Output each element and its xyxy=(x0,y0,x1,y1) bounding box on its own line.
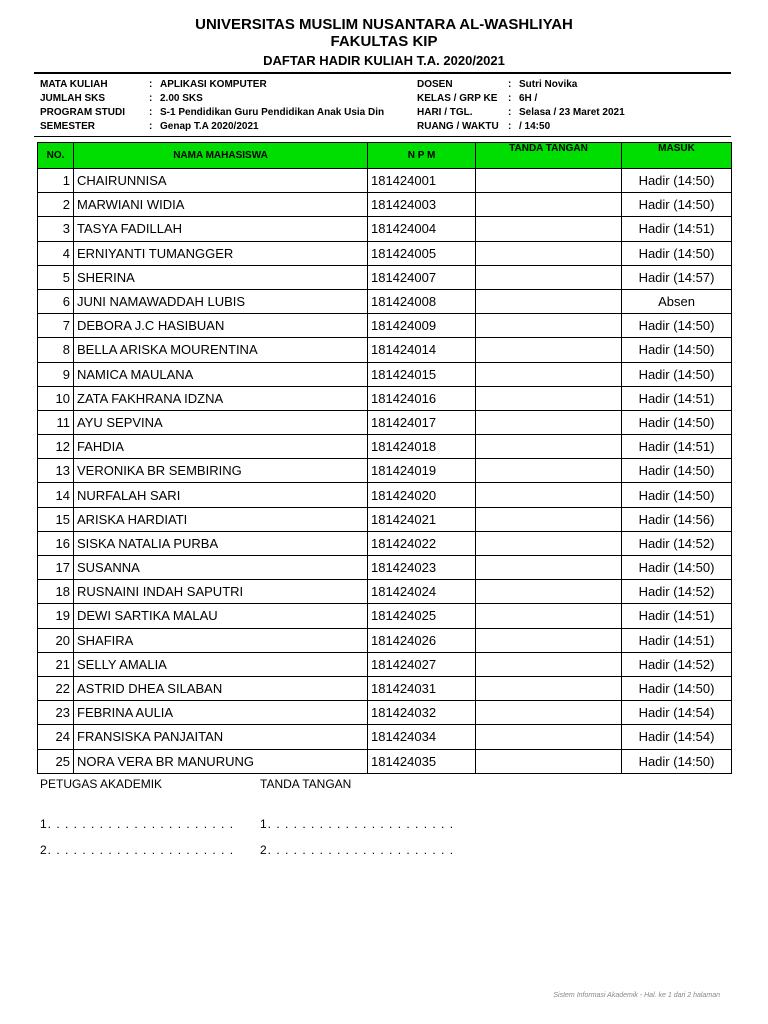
student-npm: 181424005 xyxy=(368,241,476,265)
student-number: 17 xyxy=(38,556,74,580)
info-value: 2.00 SKS xyxy=(160,93,203,104)
table-row xyxy=(38,652,732,676)
info-label: RUANG / WAKTU xyxy=(417,121,499,132)
attendance-status: Hadir (14:52) xyxy=(622,531,732,555)
table-row xyxy=(38,265,732,289)
student-name: NURFALAH SARI xyxy=(74,483,368,507)
attendance-status: Hadir (14:56) xyxy=(622,507,732,531)
student-npm: 181424018 xyxy=(368,435,476,459)
info-row-semester xyxy=(40,120,384,134)
petugas-line-1: 1. . . . . . . . . . . . . . . . . . . . . . xyxy=(40,817,235,831)
table-row xyxy=(38,580,732,604)
signature-cell xyxy=(476,676,622,700)
student-npm: 181424032 xyxy=(368,701,476,725)
student-name: FRANSISKA PANJAITAN xyxy=(74,725,368,749)
student-npm: 181424027 xyxy=(368,652,476,676)
student-number: 13 xyxy=(38,459,74,483)
student-npm: 181424008 xyxy=(368,289,476,313)
attendance-status: Hadir (14:50) xyxy=(622,169,732,193)
attendance-table xyxy=(37,142,732,774)
student-name: NORA VERA BR MANURUNG xyxy=(74,749,368,773)
table-row xyxy=(38,749,732,773)
info-row-dosen xyxy=(417,78,625,92)
student-npm: 181424004 xyxy=(368,217,476,241)
signature-cell xyxy=(476,628,622,652)
table-row xyxy=(38,725,732,749)
student-name: SISKA NATALIA PURBA xyxy=(74,531,368,555)
info-label: DOSEN xyxy=(417,79,453,90)
info-value: / 14:50 xyxy=(519,121,551,132)
course-info-left xyxy=(40,78,384,134)
signature-cell xyxy=(476,338,622,362)
signature-cell xyxy=(476,507,622,531)
student-npm: 181424021 xyxy=(368,507,476,531)
student-number: 14 xyxy=(38,483,74,507)
info-label: MATA KULIAH xyxy=(40,79,108,90)
student-name: ARISKA HARDIATI xyxy=(74,507,368,531)
student-name: NAMICA MAULANA xyxy=(74,362,368,386)
student-number: 9 xyxy=(38,362,74,386)
student-npm: 181424001 xyxy=(368,169,476,193)
document-header xyxy=(0,16,768,69)
attendance-status: Hadir (14:51) xyxy=(622,435,732,459)
column-header-tanda-tangan: TANDA TANGAN xyxy=(476,143,622,169)
student-number: 4 xyxy=(38,241,74,265)
petugas-label: PETUGAS AKADEMIK xyxy=(40,777,163,791)
table-row xyxy=(38,386,732,410)
student-npm: 181424003 xyxy=(368,193,476,217)
attendance-status: Hadir (14:50) xyxy=(622,483,732,507)
signature-cell xyxy=(476,652,622,676)
attendance-status: Hadir (14:54) xyxy=(622,725,732,749)
student-npm: 181424034 xyxy=(368,725,476,749)
signature-cell xyxy=(476,749,622,773)
attendance-status: Hadir (14:50) xyxy=(622,676,732,700)
student-npm: 181424007 xyxy=(368,265,476,289)
signature-cell xyxy=(476,701,622,725)
student-number: 25 xyxy=(38,749,74,773)
column-header-masuk: MASUK xyxy=(622,143,732,169)
signature-cell xyxy=(476,531,622,555)
student-number: 12 xyxy=(38,435,74,459)
student-name: SELLY AMALIA xyxy=(74,652,368,676)
info-separator: : xyxy=(508,107,512,118)
student-name: ASTRID DHEA SILABAN xyxy=(74,676,368,700)
student-npm: 181424015 xyxy=(368,362,476,386)
signature-cell xyxy=(476,362,622,386)
table-row xyxy=(38,531,732,555)
attendance-status: Hadir (14:51) xyxy=(622,217,732,241)
student-name: RUSNAINI INDAH SAPUTRI xyxy=(74,580,368,604)
student-npm: 181424016 xyxy=(368,386,476,410)
attendance-status: Hadir (14:54) xyxy=(622,701,732,725)
student-number: 15 xyxy=(38,507,74,531)
signature-cell xyxy=(476,386,622,410)
tanda-tangan-label: TANDA TANGAN xyxy=(260,777,352,791)
info-label: HARI / TGL. xyxy=(417,107,473,118)
student-npm: 181424009 xyxy=(368,314,476,338)
info-label: KELAS / GRP KE xyxy=(417,93,498,104)
student-number: 3 xyxy=(38,217,74,241)
attendance-status: Hadir (14:50) xyxy=(622,459,732,483)
signature-cell xyxy=(476,241,622,265)
student-number: 11 xyxy=(38,410,74,434)
student-name: MARWIANI WIDIA xyxy=(74,193,368,217)
signature-cell xyxy=(476,556,622,580)
table-row xyxy=(38,169,732,193)
column-header-npm: N P M xyxy=(368,143,476,169)
tanda-tangan-line-2: 2. . . . . . . . . . . . . . . . . . . . . . xyxy=(260,843,455,857)
footer-petugas xyxy=(40,777,234,869)
signature-cell xyxy=(476,725,622,749)
info-label: JUMLAH SKS xyxy=(40,93,106,104)
table-header-row xyxy=(38,143,732,169)
student-number: 24 xyxy=(38,725,74,749)
student-name: ZATA FAKHRANA IDZNA xyxy=(74,386,368,410)
signature-cell xyxy=(476,580,622,604)
signature-cell xyxy=(476,265,622,289)
student-npm: 181424031 xyxy=(368,676,476,700)
student-npm: 181424022 xyxy=(368,531,476,555)
info-value: Selasa / 23 Maret 2021 xyxy=(519,107,625,118)
info-separator: : xyxy=(149,93,153,104)
student-name: BELLA ARISKA MOURENTINA xyxy=(74,338,368,362)
info-separator: : xyxy=(508,121,512,132)
attendance-status: Hadir (14:57) xyxy=(622,265,732,289)
signature-cell xyxy=(476,193,622,217)
student-name: AYU SEPVINA xyxy=(74,410,368,434)
attendance-status: Hadir (14:52) xyxy=(622,580,732,604)
university-name: UNIVERSITAS MUSLIM NUSANTARA AL-WASHLIYAH xyxy=(195,16,573,33)
signature-cell xyxy=(476,217,622,241)
student-name: SUSANNA xyxy=(74,556,368,580)
table-row xyxy=(38,507,732,531)
attendance-status: Hadir (14:50) xyxy=(622,338,732,362)
info-value: Sutri Novika xyxy=(519,79,578,90)
student-name: FAHDIA xyxy=(74,435,368,459)
student-number: 16 xyxy=(38,531,74,555)
table-row xyxy=(38,604,732,628)
info-row-ruang-waktu xyxy=(417,120,625,134)
table-row xyxy=(38,362,732,386)
attendance-status: Hadir (14:50) xyxy=(622,556,732,580)
table-row xyxy=(38,435,732,459)
student-name: ERNIYANTI TUMANGGER xyxy=(74,241,368,265)
table-row xyxy=(38,410,732,434)
student-npm: 181424025 xyxy=(368,604,476,628)
info-label: PROGRAM STUDI xyxy=(40,107,125,118)
attendance-status: Hadir (14:50) xyxy=(622,749,732,773)
info-label: SEMESTER xyxy=(40,121,96,132)
student-number: 8 xyxy=(38,338,74,362)
signature-cell xyxy=(476,169,622,193)
attendance-status: Hadir (14:51) xyxy=(622,628,732,652)
student-npm: 181424023 xyxy=(368,556,476,580)
student-name: JUNI NAMAWADDAH LUBIS xyxy=(74,289,368,313)
student-number: 18 xyxy=(38,580,74,604)
student-name: CHAIRUNNISA xyxy=(74,169,368,193)
table-row xyxy=(38,314,732,338)
attendance-status: Hadir (14:50) xyxy=(622,193,732,217)
course-info-right xyxy=(417,78,625,134)
table-row xyxy=(38,483,732,507)
student-number: 19 xyxy=(38,604,74,628)
info-separator: : xyxy=(149,79,153,90)
page-note: Sistem Informasi Akademik - Hal. ke 1 dari 2 halaman xyxy=(553,992,720,999)
table-row xyxy=(38,241,732,265)
info-row-mata-kuliah xyxy=(40,78,384,92)
attendance-status: Hadir (14:51) xyxy=(622,604,732,628)
student-npm: 181424017 xyxy=(368,410,476,434)
table-row xyxy=(38,556,732,580)
info-separator: : xyxy=(149,121,153,132)
student-number: 21 xyxy=(38,652,74,676)
info-value: 6H / xyxy=(519,93,538,104)
attendance-status: Hadir (14:50) xyxy=(622,410,732,434)
table-row xyxy=(38,676,732,700)
student-name: VERONIKA BR SEMBIRING xyxy=(74,459,368,483)
info-separator: : xyxy=(508,79,512,90)
table-row xyxy=(38,459,732,483)
signature-cell xyxy=(476,410,622,434)
info-row-jumlah-sks xyxy=(40,92,384,106)
info-row-hari-tgl xyxy=(417,106,625,120)
student-npm: 181424014 xyxy=(368,338,476,362)
student-npm: 181424035 xyxy=(368,749,476,773)
student-name: SHERINA xyxy=(74,265,368,289)
tanda-tangan-line-1: 1. . . . . . . . . . . . . . . . . . . . . . xyxy=(260,817,455,831)
student-npm: 181424019 xyxy=(368,459,476,483)
signature-cell xyxy=(476,459,622,483)
header-divider xyxy=(34,72,731,74)
document-title: DAFTAR HADIR KULIAH T.A. 2020/2021 xyxy=(263,53,505,68)
student-number: 10 xyxy=(38,386,74,410)
table-row xyxy=(38,217,732,241)
info-value: S-1 Pendidikan Guru Pendidikan Anak Usia Din xyxy=(160,107,385,118)
signature-cell xyxy=(476,435,622,459)
student-name: DEBORA J.C HASIBUAN xyxy=(74,314,368,338)
signature-cell xyxy=(476,604,622,628)
student-name: DEWI SARTIKA MALAU xyxy=(74,604,368,628)
student-number: 5 xyxy=(38,265,74,289)
student-number: 6 xyxy=(38,289,74,313)
faculty-name: FAKULTAS KIP xyxy=(330,33,438,50)
info-separator: : xyxy=(508,93,512,104)
attendance-status: Hadir (14:50) xyxy=(622,314,732,338)
column-header-no: NO. xyxy=(38,143,74,169)
student-number: 22 xyxy=(38,676,74,700)
table-row xyxy=(38,628,732,652)
column-header-nama: NAMA MAHASISWA xyxy=(74,143,368,169)
student-name: TASYA FADILLAH xyxy=(74,217,368,241)
signature-cell xyxy=(476,289,622,313)
table-row xyxy=(38,193,732,217)
student-name: FEBRINA AULIA xyxy=(74,701,368,725)
attendance-status: Hadir (14:52) xyxy=(622,652,732,676)
attendance-status: Hadir (14:50) xyxy=(622,362,732,386)
info-separator: : xyxy=(149,107,153,118)
student-npm: 181424024 xyxy=(368,580,476,604)
student-number: 23 xyxy=(38,701,74,725)
signature-cell xyxy=(476,314,622,338)
info-value: Genap T.A 2020/2021 xyxy=(160,121,259,132)
petugas-line-2: 2. . . . . . . . . . . . . . . . . . . . . . xyxy=(40,843,235,857)
info-row-kelas xyxy=(417,92,625,106)
student-number: 7 xyxy=(38,314,74,338)
table-row xyxy=(38,701,732,725)
student-number: 2 xyxy=(38,193,74,217)
student-npm: 181424026 xyxy=(368,628,476,652)
attendance-status: Hadir (14:50) xyxy=(622,241,732,265)
student-number: 1 xyxy=(38,169,74,193)
info-row-program-studi xyxy=(40,106,384,120)
attendance-status: Hadir (14:51) xyxy=(622,386,732,410)
student-npm: 181424020 xyxy=(368,483,476,507)
info-divider xyxy=(34,136,731,137)
signature-cell xyxy=(476,483,622,507)
table-row xyxy=(38,338,732,362)
student-number: 20 xyxy=(38,628,74,652)
info-value: APLIKASI KOMPUTER xyxy=(160,79,267,90)
attendance-status: Absen xyxy=(622,289,732,313)
footer-tanda-tangan xyxy=(260,777,454,869)
student-name: SHAFIRA xyxy=(74,628,368,652)
table-row xyxy=(38,289,732,313)
